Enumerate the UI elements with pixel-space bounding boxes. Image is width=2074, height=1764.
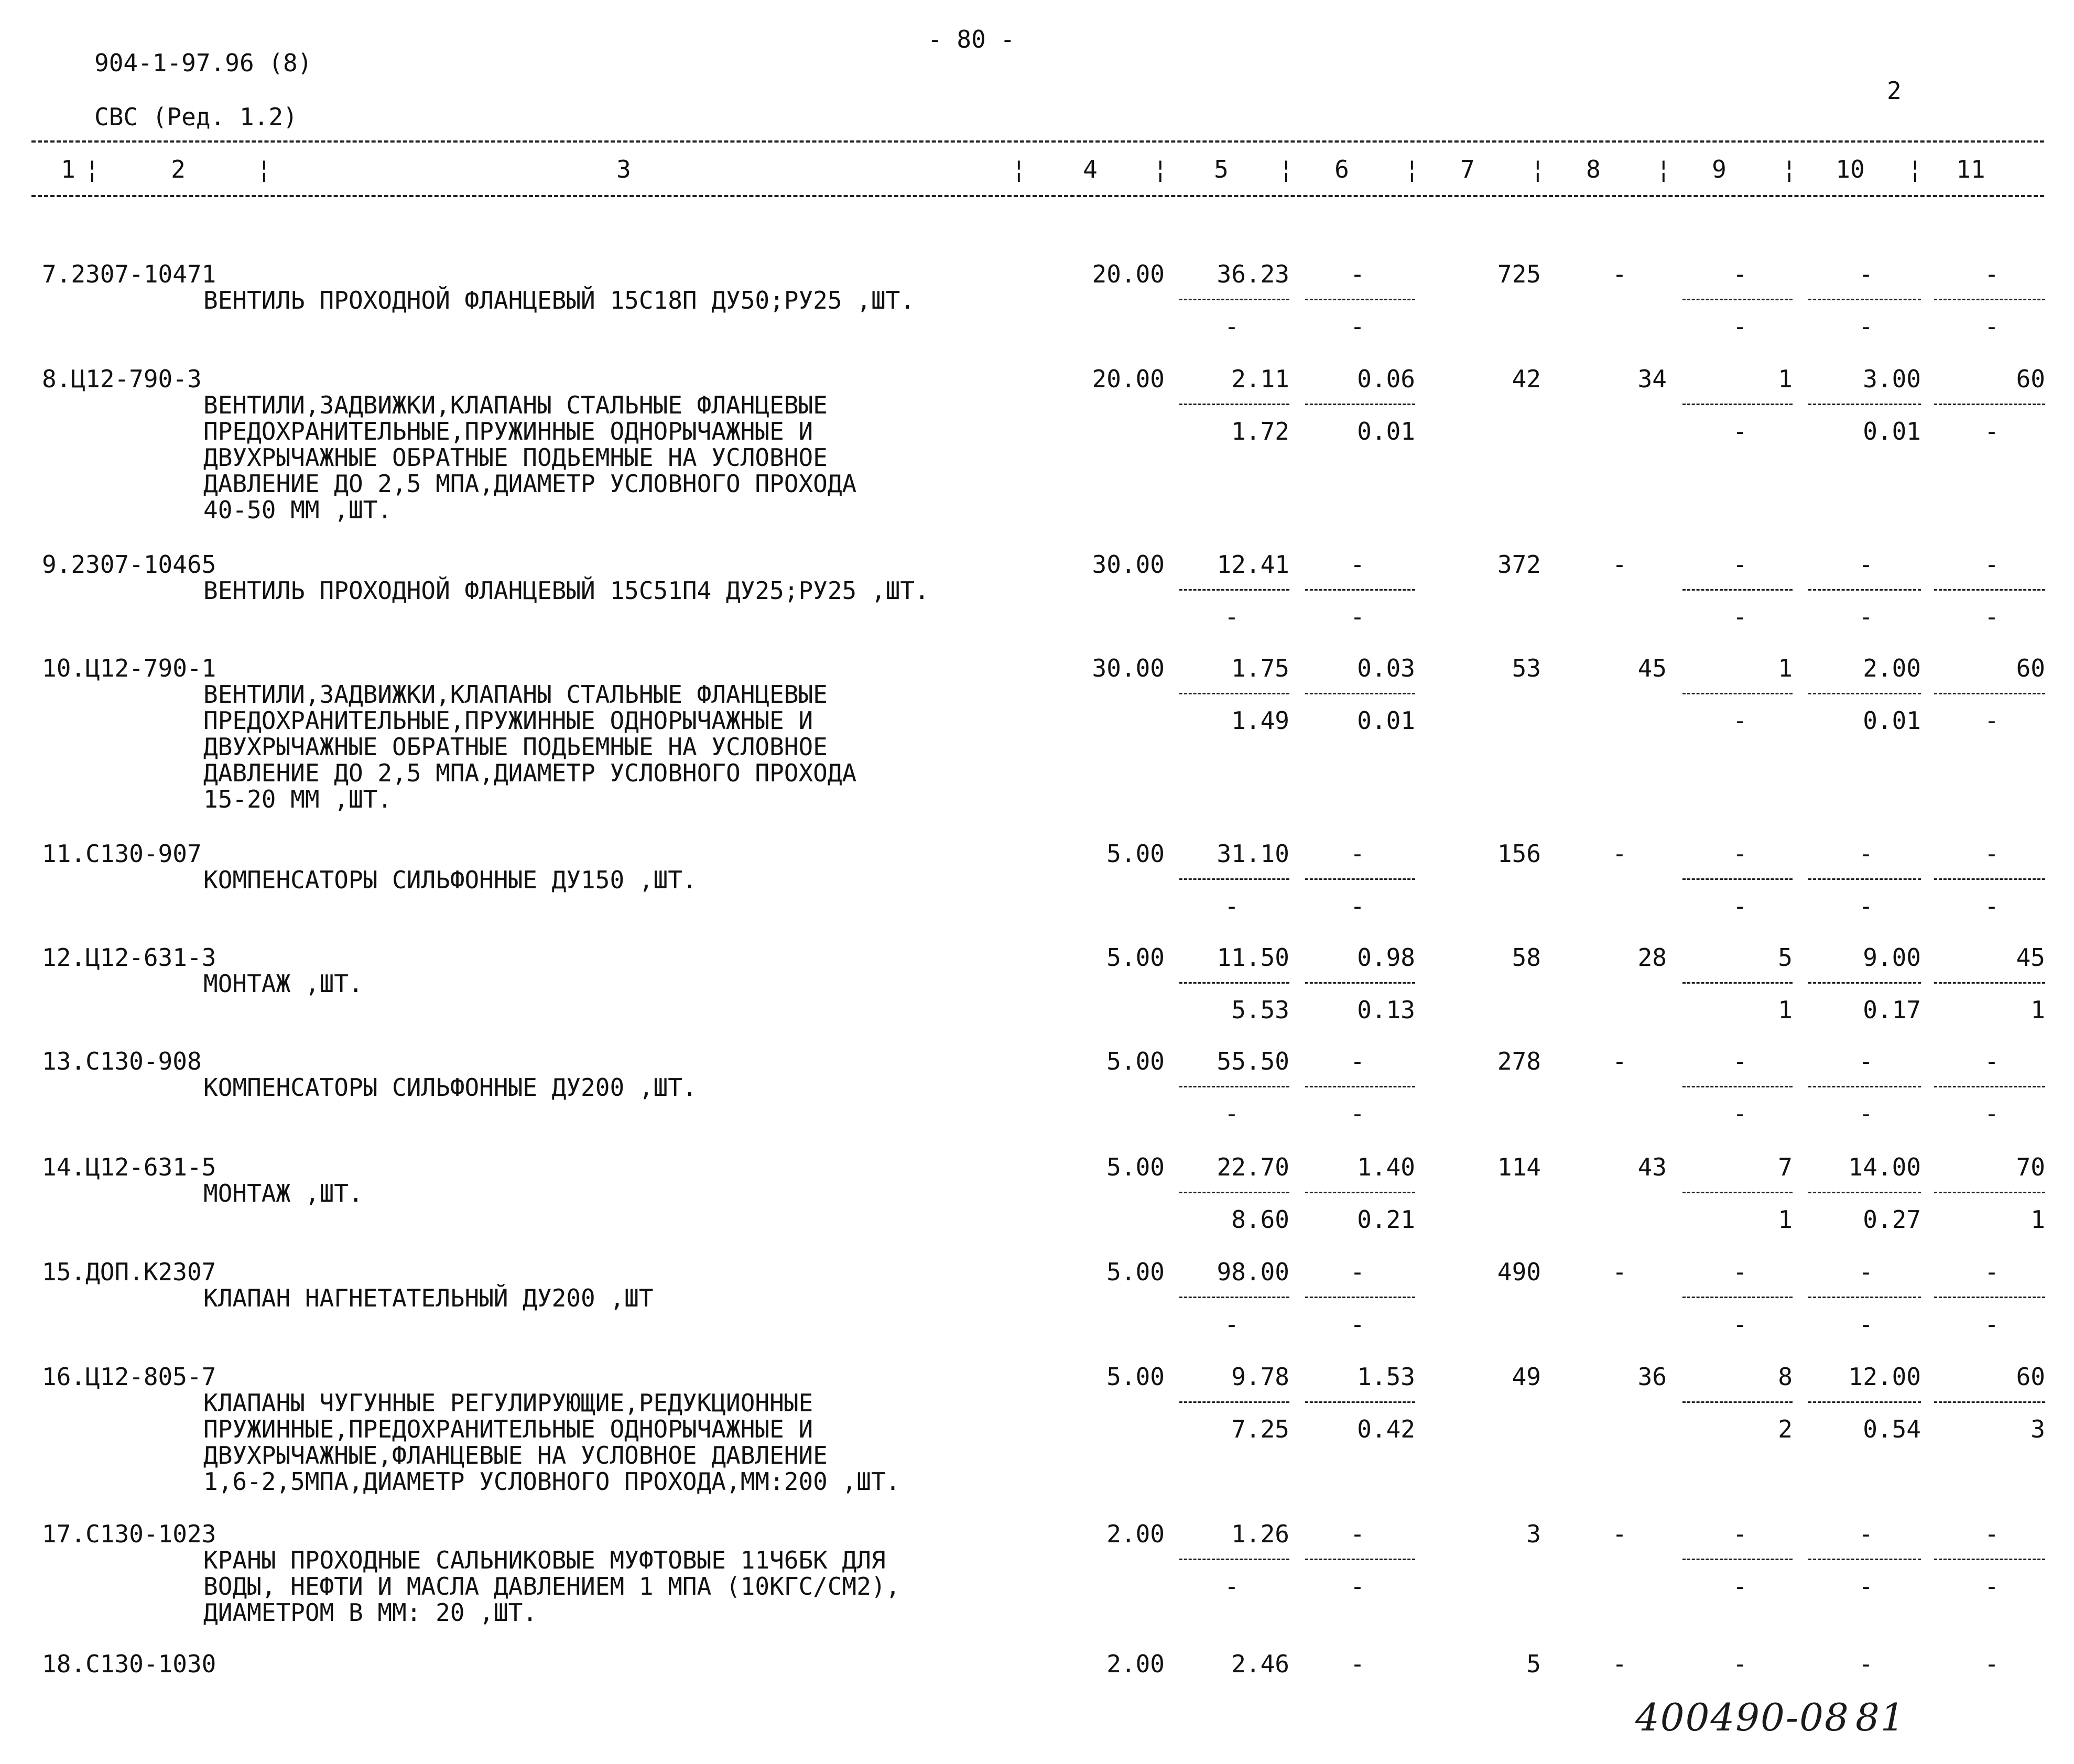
item-description: 40-50 ММ ,ШТ. [203, 496, 393, 524]
cell-c11: 45 [2016, 943, 2045, 972]
cell-c8: - [1612, 840, 1627, 868]
cell-c6: - [1350, 1650, 1365, 1678]
item-description: КЛАПАН НАГНЕТАТЕЛЬНЫЙ ДУ200 ,ШТ [203, 1284, 654, 1312]
cell-c8: - [1612, 1047, 1627, 1075]
item-description: ВЕНТИЛЬ ПРОХОДНОЙ ФЛАНЦЕВЫЙ 15С18П ДУ50;РУ25 ,ШТ. [203, 286, 915, 314]
cell-c9: - [1733, 1047, 1747, 1075]
cell-c9-secondary: - [1733, 892, 1747, 920]
cell-separator [1179, 299, 1289, 300]
cell-separator [1682, 1401, 1793, 1403]
cell-c4: 5.00 [1106, 1363, 1165, 1391]
cell-c5: 36.23 [1217, 260, 1289, 288]
cell-c4: 30.00 [1092, 654, 1165, 682]
cell-separator [1808, 1297, 1921, 1298]
cell-c5: 98.00 [1217, 1258, 1289, 1286]
cell-separator [1934, 404, 2045, 405]
item-code: 17.С130-1023 [42, 1520, 216, 1548]
cell-separator [1934, 1192, 2045, 1193]
cell-c7: 372 [1497, 550, 1541, 579]
header-rule-top [31, 140, 2044, 143]
item-code: 10.Ц12-790-1 [42, 654, 216, 682]
cell-c6: 1.53 [1357, 1363, 1415, 1391]
cell-c5-secondary: 5.53 [1231, 996, 1289, 1024]
column-divider: ¦ [1153, 155, 1168, 183]
cell-c5: 2.46 [1231, 1650, 1289, 1678]
cell-c10: - [1859, 550, 1873, 579]
cell-c9: 8 [1778, 1363, 1793, 1391]
cell-separator [1808, 1192, 1921, 1193]
cell-c9: 5 [1778, 943, 1793, 972]
cell-c11: 60 [2016, 1363, 2045, 1391]
cell-c9-secondary: - [1733, 417, 1747, 445]
cell-c4: 2.00 [1106, 1650, 1165, 1678]
item-description: МОНТАЖ ,ШТ. [203, 970, 363, 998]
cell-c7: 53 [1512, 654, 1541, 682]
column-header-2: 2 [171, 155, 186, 183]
cell-separator [1808, 1559, 1921, 1560]
item-description: ВЕНТИЛИ,ЗАДВИЖКИ,КЛАПАНЫ СТАЛЬНЫЕ ФЛАНЦЕВЫЕ [203, 680, 828, 709]
item-code: 8.Ц12-790-3 [42, 365, 202, 393]
cell-c11-secondary: - [1984, 603, 1999, 631]
cell-c9-secondary: - [1733, 312, 1747, 341]
item-description: ДВУХРЫЧАЖНЫЕ ОБРАТНЫЕ ПОДЬЕМНЫЕ НА УСЛОВНОЕ [203, 733, 828, 761]
cell-c10: 3.00 [1863, 365, 1921, 393]
cell-c5: 1.26 [1231, 1520, 1289, 1548]
cell-separator [1305, 1559, 1415, 1560]
cell-c9: - [1733, 550, 1747, 579]
cell-separator [1934, 299, 2045, 300]
cell-c11-secondary: - [1984, 892, 1999, 920]
cell-c9-secondary: - [1733, 603, 1747, 631]
column-divider: ¦ [1012, 155, 1026, 183]
cell-separator [1934, 878, 2045, 880]
cell-c10: - [1859, 1650, 1873, 1678]
cell-c11-secondary: - [1984, 312, 1999, 341]
cell-separator [1179, 1192, 1289, 1193]
column-divider: ¦ [85, 155, 100, 183]
cell-c9: - [1733, 1258, 1747, 1286]
cell-c5-secondary: 7.25 [1231, 1415, 1289, 1443]
cell-separator [1305, 299, 1415, 300]
cell-separator [1305, 589, 1415, 591]
cell-c9-secondary: 1 [1778, 1205, 1793, 1234]
column-divider: ¦ [1279, 155, 1294, 183]
cell-c4: 2.00 [1106, 1520, 1165, 1548]
cell-c8: 28 [1637, 943, 1667, 972]
cell-c10: 2.00 [1863, 654, 1921, 682]
item-description: ДАВЛЕНИЕ ДО 2,5 МПА,ДИАМЕТР УСЛОВНОГО ПРОХОДА [203, 470, 857, 498]
item-code: 14.Ц12-631-5 [42, 1153, 216, 1181]
cell-separator [1179, 404, 1289, 405]
cell-separator [1179, 693, 1289, 694]
cell-separator [1808, 404, 1921, 405]
cell-separator [1305, 404, 1415, 405]
cell-c9: - [1733, 1520, 1747, 1548]
column-header-11: 11 [1956, 155, 1985, 183]
cell-c9: 1 [1778, 654, 1793, 682]
item-code: 18.С130-1030 [42, 1650, 216, 1678]
cell-c8: - [1612, 1258, 1627, 1286]
column-header-8: 8 [1586, 155, 1601, 183]
cell-c11-secondary: - [1984, 417, 1999, 445]
cell-c5: 55.50 [1217, 1047, 1289, 1075]
item-description: ПРЕДОХРАНИТЕЛЬНЫЕ,ПРУЖИННЫЕ ОДНОРЫЧАЖНЫЕ И [203, 706, 813, 735]
page-marker: - 80 - [928, 25, 1015, 53]
item-description: ВОДЫ, НЕФТИ И МАСЛА ДАВЛЕНИЕМ 1 МПА (10КГС/СМ2), [203, 1572, 900, 1600]
cell-c11: - [1984, 550, 1999, 579]
cell-c10: 9.00 [1863, 943, 1921, 972]
item-code: 15.ДОП.К2307 [42, 1258, 216, 1286]
cell-c11: 70 [2016, 1153, 2045, 1181]
cell-c5-secondary: 1.72 [1231, 417, 1289, 445]
cell-c5: 22.70 [1217, 1153, 1289, 1181]
cell-separator [1682, 982, 1793, 984]
cell-c11: - [1984, 1650, 1999, 1678]
cell-c6: - [1350, 1520, 1365, 1548]
cell-c6: - [1350, 260, 1365, 288]
cell-c6: - [1350, 1258, 1365, 1286]
cell-c4: 20.00 [1092, 365, 1165, 393]
item-code: 12.Ц12-631-3 [42, 943, 216, 972]
column-header-4: 4 [1083, 155, 1098, 183]
item-description: 15-20 ММ ,ШТ. [203, 785, 393, 813]
column-header-1: 1 [61, 155, 75, 183]
cell-separator [1682, 1192, 1793, 1193]
cell-separator [1179, 982, 1289, 984]
cell-separator [1305, 1297, 1415, 1298]
cell-c6-secondary: - [1350, 1310, 1365, 1338]
column-header-10: 10 [1836, 155, 1865, 183]
cell-c4: 5.00 [1106, 1258, 1165, 1286]
cell-separator [1934, 1086, 2045, 1087]
cell-c10-secondary: 0.54 [1863, 1415, 1921, 1443]
cell-c4: 5.00 [1106, 1047, 1165, 1075]
cell-c6: 0.98 [1357, 943, 1415, 972]
cell-c9-secondary: - [1733, 1572, 1747, 1600]
cell-c10: - [1859, 1258, 1873, 1286]
item-code: 16.Ц12-805-7 [42, 1363, 216, 1391]
item-description: 1,6-2,5МПА,ДИАМЕТР УСЛОВНОГО ПРОХОДА,ММ:200 ,ШТ. [203, 1467, 900, 1496]
column-header-9: 9 [1712, 155, 1726, 183]
cell-separator [1934, 982, 2045, 984]
header-rule-bottom [31, 195, 2044, 197]
cell-c9: 1 [1778, 365, 1793, 393]
cell-separator [1808, 1401, 1921, 1403]
cell-c7: 490 [1497, 1258, 1541, 1286]
cell-c9: - [1733, 1650, 1747, 1678]
cell-c10: 14.00 [1848, 1153, 1921, 1181]
cell-separator [1305, 1192, 1415, 1193]
cell-c10: - [1859, 840, 1873, 868]
cell-separator [1179, 1086, 1289, 1087]
column-divider: ¦ [1530, 155, 1545, 183]
cell-separator [1179, 1297, 1289, 1298]
cell-c11-secondary: 3 [2030, 1415, 2045, 1443]
cell-separator [1808, 589, 1921, 591]
cell-c11-secondary: 1 [2030, 996, 2045, 1024]
cell-c6: - [1350, 1047, 1365, 1075]
cell-c6-secondary: 0.42 [1357, 1415, 1415, 1443]
item-description: КОМПЕНСАТОРЫ СИЛЬФОННЫЕ ДУ200 ,ШТ. [203, 1073, 697, 1102]
cell-separator [1179, 1559, 1289, 1560]
cell-c9-secondary: - [1733, 1310, 1747, 1338]
cell-c6-secondary: 0.21 [1357, 1205, 1415, 1234]
cell-c8: 43 [1637, 1153, 1667, 1181]
cell-c6-secondary: 0.01 [1357, 417, 1415, 445]
cell-c11-secondary: - [1984, 1099, 1999, 1128]
cell-c6-secondary: 0.01 [1357, 706, 1415, 735]
cell-c11: - [1984, 1520, 1999, 1548]
sheet-number: 2 [1887, 77, 1902, 105]
cell-c7: 114 [1497, 1153, 1541, 1181]
handwritten-page-number: 81 [1855, 1695, 1906, 1739]
cell-c10: - [1859, 260, 1873, 288]
cell-c10-secondary: 0.27 [1863, 1205, 1921, 1234]
cell-c10: - [1859, 1520, 1873, 1548]
cell-c11-secondary: - [1984, 1310, 1999, 1338]
cell-c7: 58 [1512, 943, 1541, 972]
cell-separator [1682, 404, 1793, 405]
cell-separator [1934, 693, 2045, 694]
item-description: ПРУЖИННЫЕ,ПРЕДОХРАНИТЕЛЬНЫЕ ОДНОРЫЧАЖНЫЕ И [203, 1415, 813, 1443]
system-version: СВС (Ред. 1.2) [94, 103, 298, 131]
item-description: ДАВЛЕНИЕ ДО 2,5 МПА,ДИАМЕТР УСЛОВНОГО ПРОХОДА [203, 759, 857, 787]
cell-c8: 34 [1637, 365, 1667, 393]
cell-separator [1305, 878, 1415, 880]
cell-c10-secondary: - [1859, 1310, 1873, 1338]
document-code: 904-1-97.96 (8) [94, 49, 312, 77]
cell-c11: - [1984, 260, 1999, 288]
cell-separator [1934, 1401, 2045, 1403]
cell-c11-secondary: - [1984, 1572, 1999, 1600]
cell-c4: 20.00 [1092, 260, 1165, 288]
item-description: ДВУХРЫЧАЖНЫЕ ОБРАТНЫЕ ПОДЬЕМНЫЕ НА УСЛОВНОЕ [203, 443, 828, 472]
column-header-7: 7 [1460, 155, 1475, 183]
cell-c10-secondary: 0.01 [1863, 417, 1921, 445]
cell-c9: - [1733, 260, 1747, 288]
cell-separator [1305, 1401, 1415, 1403]
column-header-5: 5 [1214, 155, 1229, 183]
item-description: ДИАМЕТРОМ В ММ: 20 ,ШТ. [203, 1598, 537, 1627]
cell-c5: 11.50 [1217, 943, 1289, 972]
cell-c11: 60 [2016, 654, 2045, 682]
cell-c5-secondary: - [1224, 1572, 1239, 1600]
cell-c8: - [1612, 260, 1627, 288]
cell-c6-secondary: - [1350, 312, 1365, 341]
cell-c5-secondary: - [1224, 312, 1239, 341]
item-description: КРАНЫ ПРОХОДНЫЕ САЛЬНИКОВЫЕ МУФТОВЫЕ 11Ч6БК ДЛЯ [203, 1546, 886, 1574]
cell-c11: 60 [2016, 365, 2045, 393]
cell-separator [1682, 1297, 1793, 1298]
cell-c10-secondary: - [1859, 892, 1873, 920]
handwritten-stamp: 400490-08 [1635, 1695, 1850, 1739]
cell-c7: 5 [1526, 1650, 1541, 1678]
cell-c9-secondary: - [1733, 1099, 1747, 1128]
cell-c11: - [1984, 1047, 1999, 1075]
item-code: 13.С130-908 [42, 1047, 202, 1075]
cell-c5: 2.11 [1231, 365, 1289, 393]
cell-separator [1808, 299, 1921, 300]
cell-c4: 5.00 [1106, 943, 1165, 972]
column-divider: ¦ [1405, 155, 1419, 183]
item-description: МОНТАЖ ,ШТ. [203, 1179, 363, 1207]
cell-c5: 9.78 [1231, 1363, 1289, 1391]
item-description: КЛАПАНЫ ЧУГУННЫЕ РЕГУЛИРУЮЩИЕ,РЕДУКЦИОННЫЕ [203, 1389, 813, 1417]
cell-separator [1682, 693, 1793, 694]
cell-separator [1808, 693, 1921, 694]
cell-c9-secondary: 1 [1778, 996, 1793, 1024]
cell-separator [1934, 589, 2045, 591]
cell-c10-secondary: - [1859, 312, 1873, 341]
cell-c6-secondary: - [1350, 1572, 1365, 1600]
cell-separator [1305, 693, 1415, 694]
cell-c5-secondary: - [1224, 1099, 1239, 1128]
cell-c6: - [1350, 550, 1365, 579]
cell-c5-secondary: - [1224, 1310, 1239, 1338]
cell-c8: - [1612, 1650, 1627, 1678]
column-header-3: 3 [616, 155, 631, 183]
cell-c9: - [1733, 840, 1747, 868]
cell-c5: 1.75 [1231, 654, 1289, 682]
column-divider: ¦ [1782, 155, 1797, 183]
column-header-6: 6 [1334, 155, 1349, 183]
cell-c7: 42 [1512, 365, 1541, 393]
cell-separator [1682, 589, 1793, 591]
cell-c8: 36 [1637, 1363, 1667, 1391]
cell-c10: - [1859, 1047, 1873, 1075]
cell-separator [1305, 1086, 1415, 1087]
cell-c6-secondary: 0.13 [1357, 996, 1415, 1024]
cell-c4: 5.00 [1106, 1153, 1165, 1181]
item-code: 11.С130-907 [42, 840, 202, 868]
cell-c9-secondary: - [1733, 706, 1747, 735]
cell-separator [1808, 982, 1921, 984]
column-divider: ¦ [1908, 155, 1923, 183]
cell-c4: 30.00 [1092, 550, 1165, 579]
cell-c5-secondary: - [1224, 603, 1239, 631]
cell-c6: 1.40 [1357, 1153, 1415, 1181]
cell-c5: 31.10 [1217, 840, 1289, 868]
column-divider: ¦ [257, 155, 272, 183]
cell-c6-secondary: - [1350, 1099, 1365, 1128]
cell-separator [1808, 878, 1921, 880]
cell-separator [1682, 299, 1793, 300]
cell-c6: - [1350, 840, 1365, 868]
cell-separator [1682, 1086, 1793, 1087]
cell-c10-secondary: - [1859, 1099, 1873, 1128]
cell-separator [1682, 878, 1793, 880]
cell-c6: 0.06 [1357, 365, 1415, 393]
cell-c10: 12.00 [1848, 1363, 1921, 1391]
item-description: ВЕНТИЛЬ ПРОХОДНОЙ ФЛАНЦЕВЫЙ 15С51П4 ДУ25;РУ25 ,ШТ. [203, 576, 929, 605]
cell-separator [1179, 1401, 1289, 1403]
cell-c6-secondary: - [1350, 892, 1365, 920]
cell-c5-secondary: 1.49 [1231, 706, 1289, 735]
cell-c11-secondary: - [1984, 706, 1999, 735]
cell-c7: 156 [1497, 840, 1541, 868]
cell-separator [1305, 982, 1415, 984]
cell-c10-secondary: - [1859, 603, 1873, 631]
item-description: КОМПЕНСАТОРЫ СИЛЬФОННЫЕ ДУ150 ,ШТ. [203, 866, 697, 894]
cell-separator [1934, 1297, 2045, 1298]
cell-c7: 3 [1526, 1520, 1541, 1548]
cell-c7: 278 [1497, 1047, 1541, 1075]
item-code: 7.2307-10471 [42, 260, 216, 288]
cell-separator [1934, 1559, 2045, 1560]
cell-c9-secondary: 2 [1778, 1415, 1793, 1443]
cell-c5-secondary: 8.60 [1231, 1205, 1289, 1234]
cell-c8: 45 [1637, 654, 1667, 682]
cell-c8: - [1612, 550, 1627, 579]
cell-c10-secondary: - [1859, 1572, 1873, 1600]
cell-separator [1179, 878, 1289, 880]
cell-c6-secondary: - [1350, 603, 1365, 631]
cell-separator [1179, 589, 1289, 591]
cell-c7: 49 [1512, 1363, 1541, 1391]
item-description: ПРЕДОХРАНИТЕЛЬНЫЕ,ПРУЖИННЫЕ ОДНОРЫЧАЖНЫЕ И [203, 417, 813, 445]
item-description: ВЕНТИЛИ,ЗАДВИЖКИ,КЛАПАНЫ СТАЛЬНЫЕ ФЛАНЦЕВЫЕ [203, 391, 828, 419]
item-code: 9.2307-10465 [42, 550, 216, 579]
cell-c4: 5.00 [1106, 840, 1165, 868]
cell-c8: - [1612, 1520, 1627, 1548]
column-divider: ¦ [1656, 155, 1671, 183]
cell-c5: 12.41 [1217, 550, 1289, 579]
cell-c11: - [1984, 840, 1999, 868]
cell-c6: 0.03 [1357, 654, 1415, 682]
cell-c11-secondary: 1 [2030, 1205, 2045, 1234]
item-description: ДВУХРЫЧАЖНЫЕ,ФЛАНЦЕВЫЕ НА УСЛОВНОЕ ДАВЛЕНИЕ [203, 1441, 828, 1469]
cell-separator [1808, 1086, 1921, 1087]
cell-separator [1682, 1559, 1793, 1560]
cell-c10-secondary: 0.01 [1863, 706, 1921, 735]
cell-c7: 725 [1497, 260, 1541, 288]
cell-c11: - [1984, 1258, 1999, 1286]
cell-c5-secondary: - [1224, 892, 1239, 920]
cell-c10-secondary: 0.17 [1863, 996, 1921, 1024]
cell-c9: 7 [1778, 1153, 1793, 1181]
